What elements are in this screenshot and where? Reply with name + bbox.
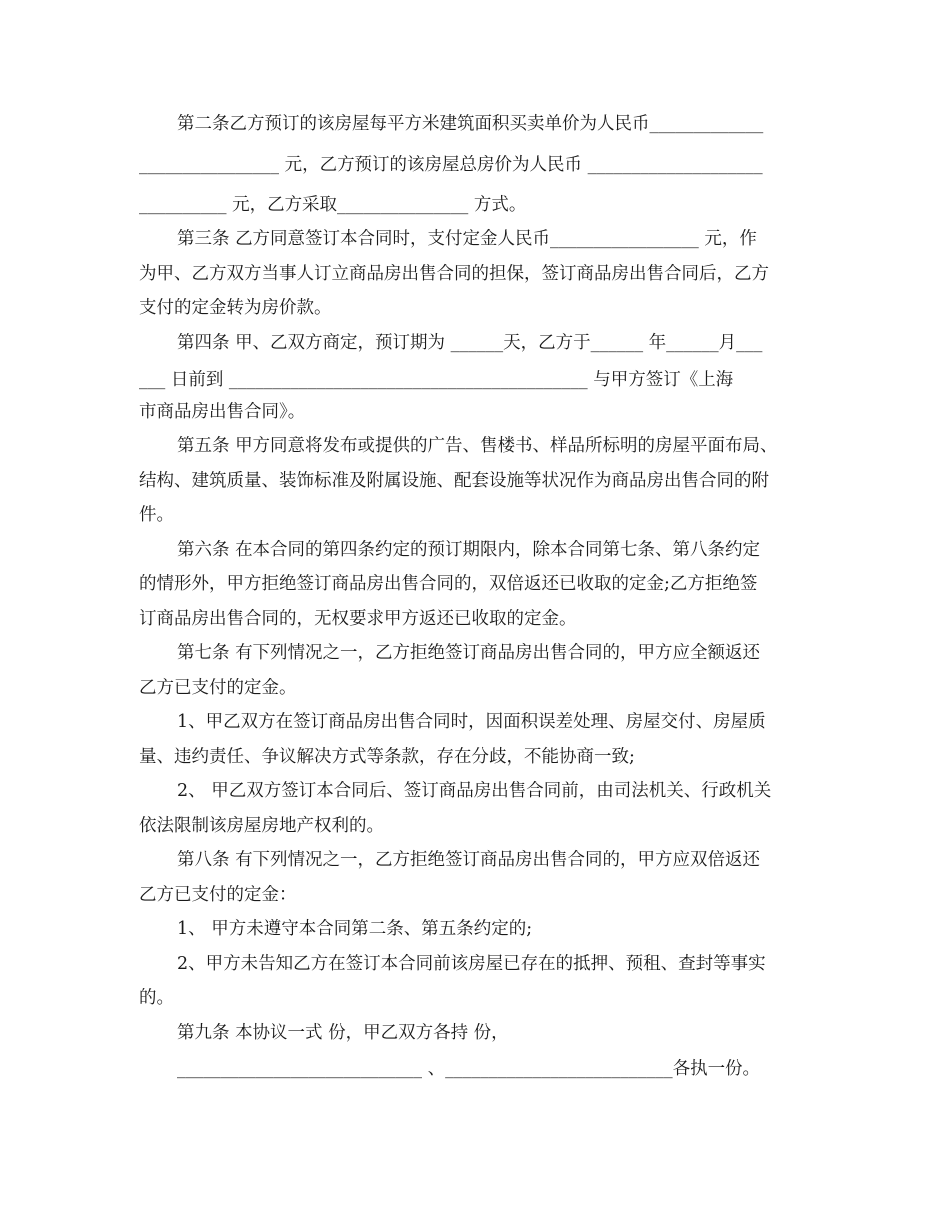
article-2-line-1: 第二条乙方预订的该房屋每平方米建筑面积买卖单价为人民币_____________: [177, 114, 764, 134]
article-4-line-3: 市商品房出售合同》。: [139, 402, 306, 422]
article-7-item-1-line-1: 1、甲乙双方在签订商品房出售合同时，因面积误差处理、房屋交付、房屋质: [177, 712, 766, 732]
article-5-line-2: 结构、建筑质量、装饰标准及附属设施、配套设施等状况作为商品房出售合同的附: [139, 471, 769, 491]
article-8-item-2-line-1: 2、甲方未告知乙方在签订本合同前该房屋已存在的抵押、预租、查封等事实: [177, 954, 766, 974]
article-3-line-2: 为甲、乙方双方当事人订立商品房出售合同的担保，签订商品房出售合同后，乙方: [139, 264, 769, 284]
article-8-line-2: 乙方已支付的定金：: [139, 885, 297, 905]
article-7-item-1-line-2: 量、违约责任、争议解决方式等条款，存在分歧，不能协商一致;: [139, 747, 635, 767]
article-3-line-3: 支付的定金转为房价款。: [139, 298, 332, 318]
article-7-item-2-line-1: 2、 甲乙双方签订本合同后、签订商品房出售合同前，由司法机关、行政机关: [177, 781, 772, 801]
article-8-item-2-line-2: 的。: [139, 988, 174, 1008]
article-9-line-2: ____________________________ 、__________________________各执一份。: [177, 1059, 761, 1079]
article-8-line-1: 第八条 有下列情况之一，乙方拒绝签订商品房出售合同的，甲方应双倍返还: [177, 850, 761, 870]
article-4-line-2: ___ 日前到 _________________________________________ 与甲方签订《上海: [139, 370, 734, 390]
article-2-line-3: __________ 元，乙方采取_______________ 方式。: [139, 195, 527, 215]
article-5-line-3: 件。: [139, 505, 174, 525]
article-4-line-1: 第四条 甲、乙双方商定，预订期为 ______天，乙方于______ 年______月___: [177, 333, 763, 353]
article-2-line-2: ________________ 元，乙方预订的该房屋总房价为人民币 ____________________: [139, 155, 763, 175]
article-8-item-1: 1、 甲方未遵守本合同第二条、第五条约定的;: [177, 919, 533, 939]
article-9-line-1: 第九条 本协议一式 份，甲乙双方各持 份，: [177, 1023, 509, 1043]
article-5-line-1: 第五条 甲方同意将发布或提供的广告、售楼书、样品所标明的房屋平面布局、: [177, 436, 778, 456]
article-3-line-1: 第三条 乙方同意签订本合同时，支付定金人民币_________________ 元，作: [177, 229, 757, 249]
article-7-line-1: 第七条 有下列情况之一，乙方拒绝签订商品房出售合同的，甲方应全额返还: [177, 643, 761, 663]
article-6-line-2: 的情形外，甲方拒绝签订商品房出售合同的，双倍返还已收取的定金;乙方拒绝签: [139, 574, 758, 594]
article-6-line-1: 第六条 在本合同的第四条约定的预订期限内，除本合同第七条、第八条约定: [177, 540, 761, 560]
article-6-line-3: 订商品房出售合同的，无权要求甲方返还已收取的定金。: [139, 609, 577, 629]
article-7-item-2-line-2: 依法限制该房屋房地产权利的。: [139, 816, 384, 836]
article-7-line-2: 乙方已支付的定金。: [139, 678, 297, 698]
